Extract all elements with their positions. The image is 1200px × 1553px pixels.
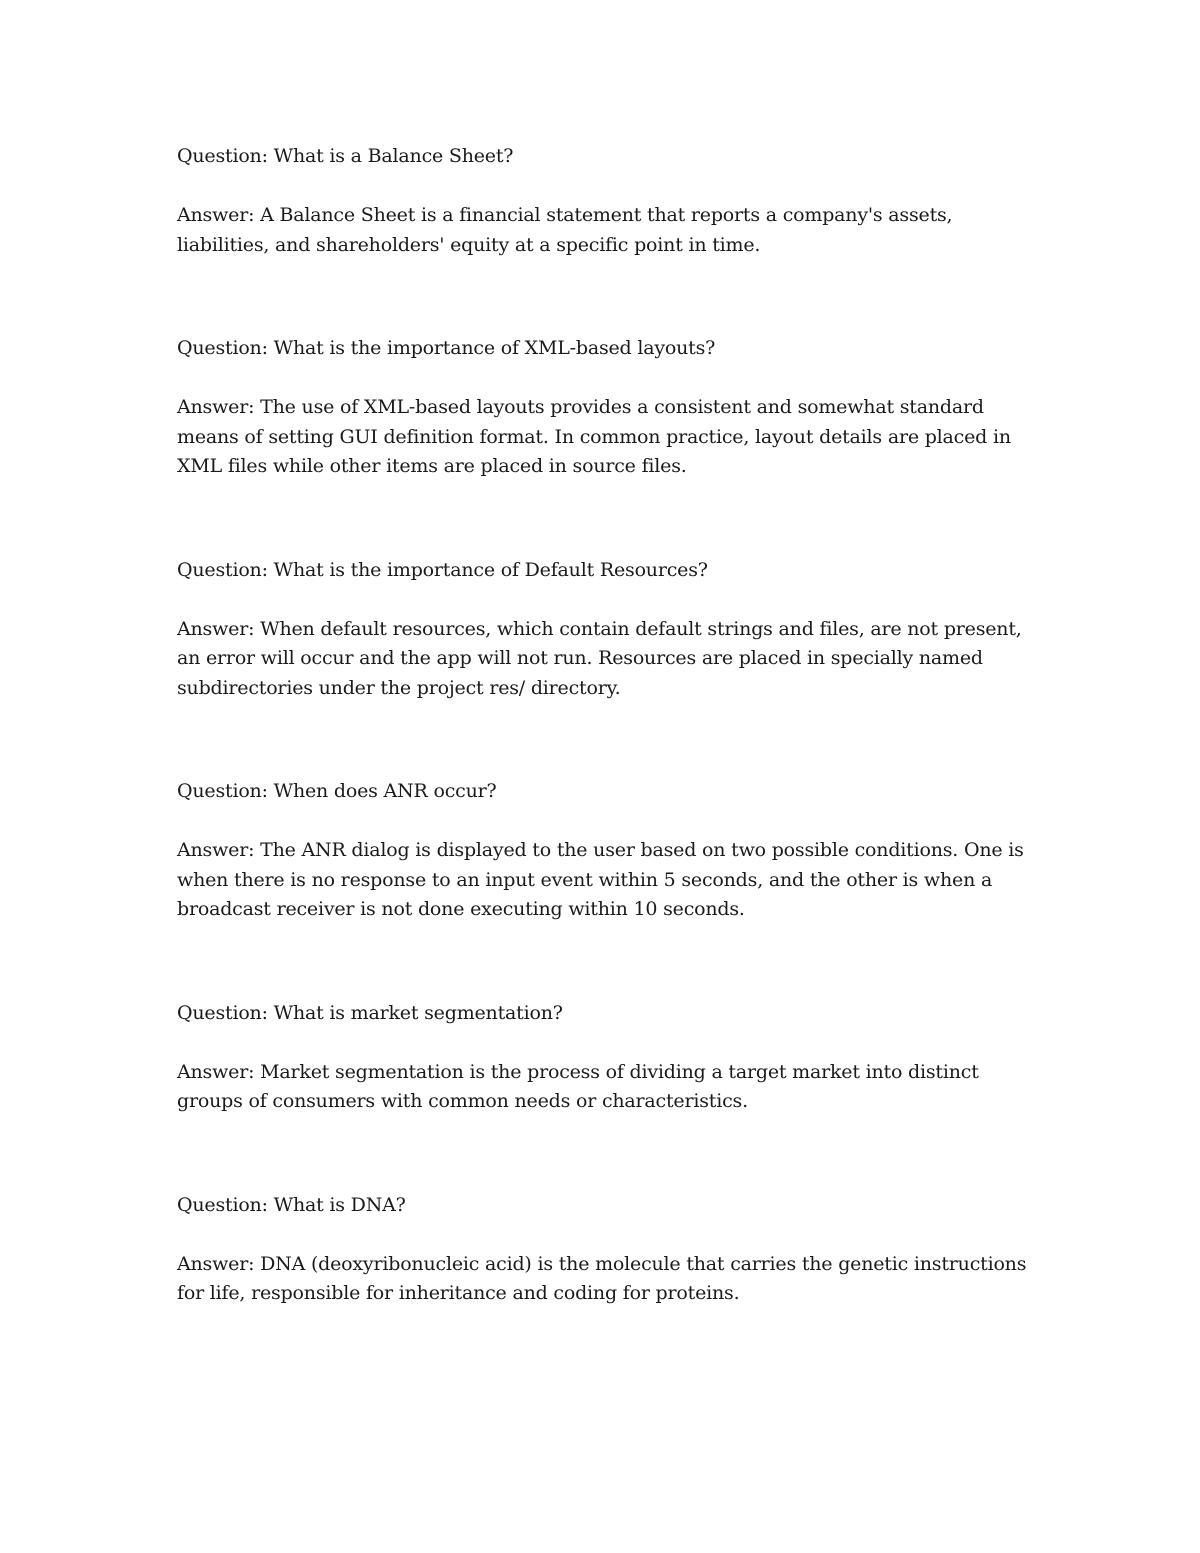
question-text: Question: What is market segmentation?	[177, 1001, 563, 1024]
document-body	[177, 142, 1037, 1383]
question-text: Question: What is the importance of XML-based layouts?	[177, 337, 716, 359]
qa-item	[177, 999, 1037, 1117]
question-text: Question: What is DNA?	[177, 1193, 406, 1216]
question-text: Question: What is a Balance Sheet?	[177, 145, 514, 167]
qa-item	[177, 334, 1037, 482]
question-text: Question: What is the importance of Default Resources?	[177, 558, 708, 581]
qa-item	[177, 777, 1037, 925]
answer-text: Answer: DNA (deoxyribonucleic acid) is the molecule that carries the genetic instructions for life, responsible for inheritance and coding for proteins.	[177, 1252, 1027, 1304]
qa-item	[177, 1191, 1037, 1309]
answer-text: Answer: When default resources, which contain default strings and files, are not present, an error will occur and the app will not run. Resources are placed in specially named subdirectories under the project res/ directory.	[177, 617, 1022, 699]
qa-item	[177, 556, 1037, 704]
qa-item	[177, 142, 1037, 260]
answer-text: Answer: The use of XML-based layouts provides a consistent and somewhat standard means of setting GUI definition format. In common practice, layout details are placed in XML files while other items are placed in source files.	[177, 396, 1011, 477]
answer-text: Answer: Market segmentation is the process of dividing a target market into distinct groups of consumers with common needs or characteristics.	[177, 1060, 979, 1112]
answer-text: Answer: The ANR dialog is displayed to the user based on two possible conditions. One is when there is no response to an input event within 5 seconds, and the other is when a broadcast receiver is not done executing within 10 seconds.	[177, 839, 1024, 920]
answer-text: Answer: A Balance Sheet is a financial statement that reports a company's assets, liabilities, and shareholders' equity at a specific point in time.	[177, 204, 953, 256]
question-text: Question: When does ANR occur?	[177, 780, 497, 802]
